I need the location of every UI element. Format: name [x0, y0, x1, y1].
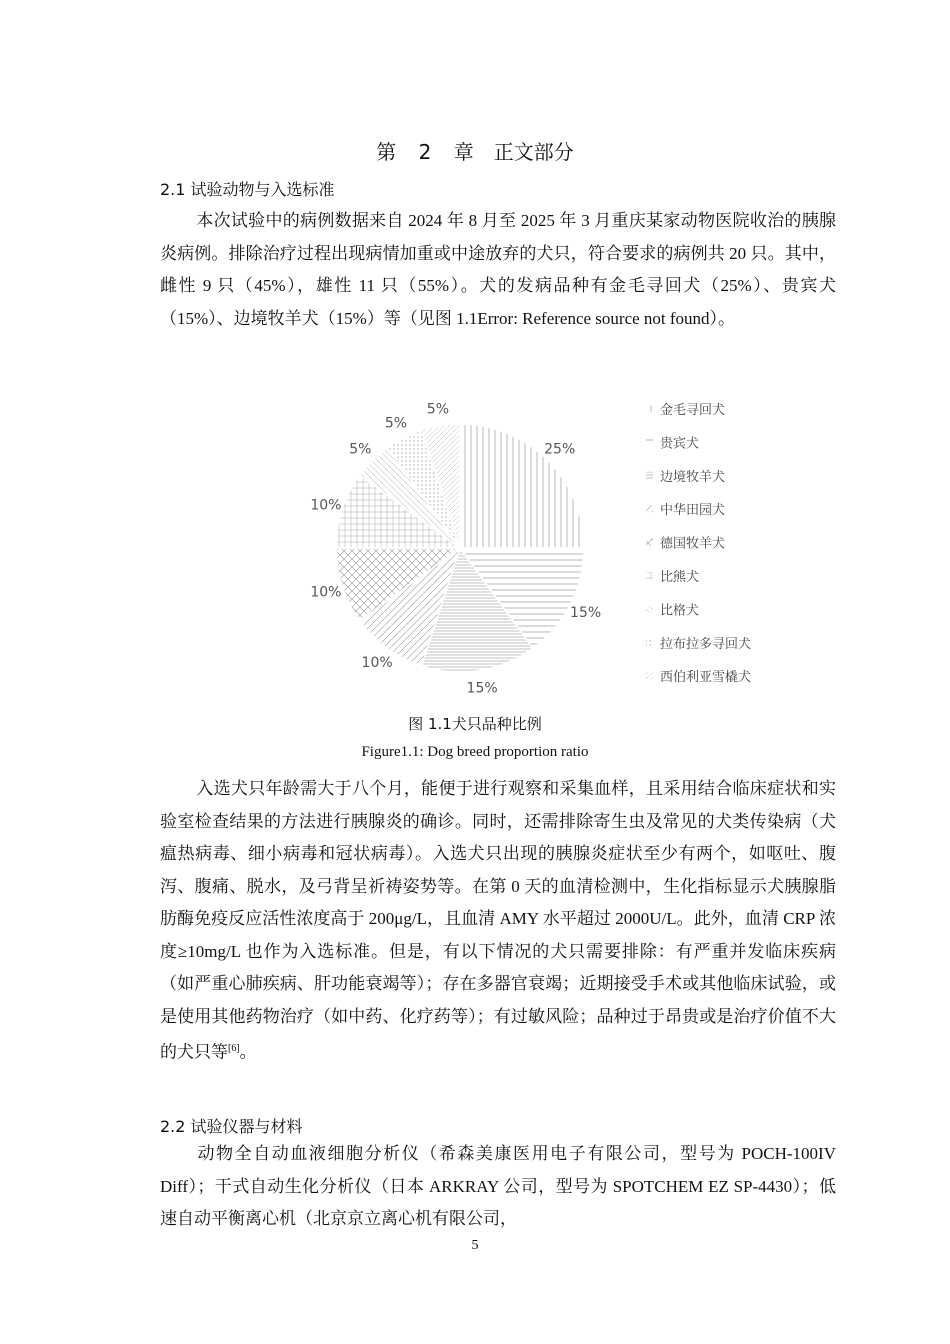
paragraph-animals-text: 本次试验中的病例数据来自 2024 年 8 月至 2025 年 3 月重庆某家动物医院收治的胰腺炎病例。排除治疗过程出现病情加重或中途放弃的犬只，符合要求的病例共 20 只。其中，雌性 9 只（45%），雄性 11 只（55%）。犬的发病品种有金毛寻回犬（25%）、贵宾犬（15%）、边境牧羊犬（15%）等（见图 1.1Error: Reference source not found）。	[160, 211, 836, 328]
pie-data-label: 15%	[466, 680, 498, 695]
pie-data-label: 25%	[544, 441, 576, 458]
pie-data-label: 10%	[310, 584, 342, 601]
figure-caption-cn: 图 1.1犬只品种比例	[408, 715, 542, 733]
chapter-title: 第 2 章 正文部分	[376, 140, 574, 164]
legend-swatch	[646, 605, 653, 612]
legend-label: 比格犬	[660, 603, 700, 619]
pie-data-label: 10%	[361, 655, 393, 672]
legend-swatch	[646, 505, 653, 512]
legend-label: 西伯利亚雪橇犬	[660, 670, 752, 686]
legend-swatch	[646, 472, 653, 479]
legend-swatch	[646, 438, 653, 445]
breed-pie-chart	[300, 395, 780, 695]
pie-data-label: 5%	[384, 415, 408, 432]
paragraph-criteria-end: 。	[239, 1042, 257, 1062]
pie-data-label: 15%	[570, 605, 602, 621]
section-heading-2-2: 2.2 试验仪器与材料	[160, 1117, 303, 1136]
pie-data-label: 5%	[426, 401, 450, 418]
legend-label: 边境牧羊犬	[660, 469, 726, 485]
legend-label: 贵宾犬	[660, 436, 700, 452]
legend-label: 中华田园犬	[660, 503, 726, 519]
page-number: 5	[471, 1238, 479, 1253]
paragraph-instruments	[160, 1138, 836, 1236]
legend-label: 拉布拉多寻回犬	[660, 636, 752, 652]
section-heading-2-1: 2.1 试验动物与入选标准	[160, 180, 335, 199]
paragraph-criteria	[160, 773, 836, 1069]
figure-caption-en: Figure1.1: Dog breed proportion ratio	[361, 744, 589, 760]
paragraph-instruments-text: 动物全自动血液细胞分析仪（希森美康医用电子有限公司，型号为 POCH-100IV Diff）；干式自动生化分析仪（日本 ARKRAY 公司，型号为 SPOTCHEM EZ SP-4430）；低速自动平衡离心机（北京京立离心机有限公司，	[160, 1144, 836, 1228]
paragraph-animals	[160, 205, 836, 335]
paragraph-criteria-text: 入选犬只年龄需大于八个月，能便于进行观察和采集血样，且采用结合临床症状和实验室检查结果的方法进行胰腺炎的确诊。同时，还需排除寄生虫及常见的犬类传染病（犬瘟热病毒、细小病毒和冠状病毒）。入选犬只出现的胰腺炎症状至少有两个，如呕吐、腹泻、腹痛、脱水，及弓背呈祈祷姿势等。在第 0 天的血清检测中，生化指标显示犬胰腺脂肪酶免疫反应活性浓度高于 200μg/L，且血清 AMY 水平超过 2000U/L。此外，血清 CRP 浓度≥10mg/L 也作为入选标准。但是，有以下情况的犬只需要排除：有严重并发临床疾病（如严重心肺疾病、肝功能衰竭等）；存在多器官衰竭；近期接受手术或其他临床试验，或是使用其他药物治疗（如中药、化疗药等）；有过敏风险；品种过于昂贵或是治疗价值不大的犬只等	[160, 779, 836, 1062]
legend-label: 比熊犬	[660, 570, 700, 585]
legend-swatch	[646, 572, 653, 579]
legend-label: 德国牧羊犬	[660, 536, 726, 552]
legend-label: 金毛寻回犬	[660, 403, 726, 418]
citation-ref: [6]	[228, 1043, 240, 1054]
legend-swatch	[646, 672, 653, 679]
legend-swatch	[646, 539, 653, 546]
legend-swatch	[646, 405, 653, 412]
legend-swatch	[646, 639, 653, 646]
pie-data-label: 5%	[349, 441, 372, 458]
pie-data-label: 10%	[310, 497, 342, 514]
